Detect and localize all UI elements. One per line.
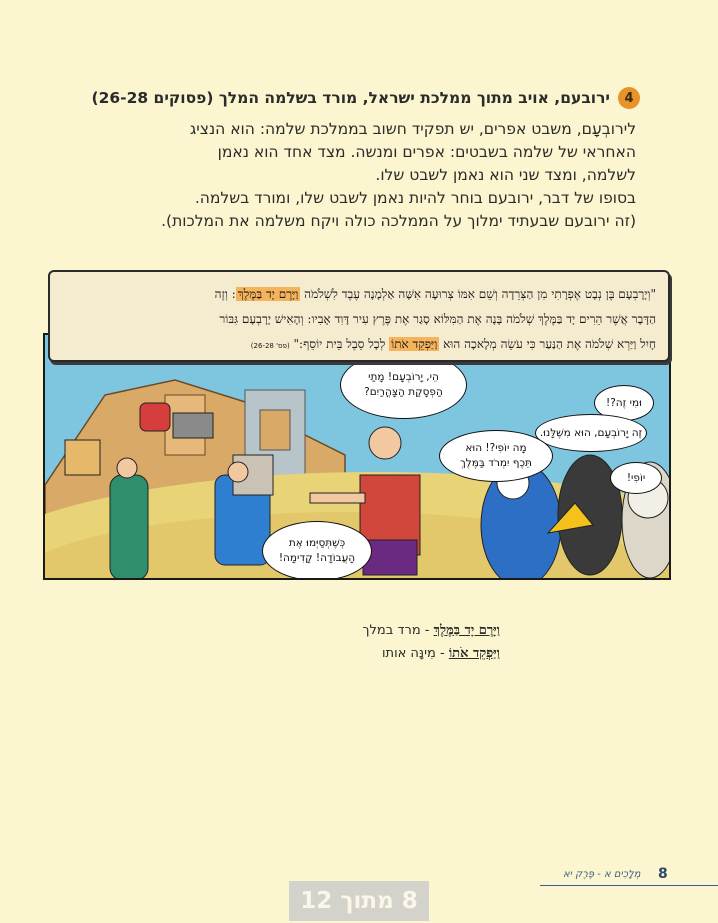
footer-book-title: מְלָכִים א - פֶּרֶק יא bbox=[563, 869, 641, 880]
speech-bubble-worker bbox=[262, 521, 372, 580]
glossary-item bbox=[363, 622, 500, 638]
verse-line bbox=[62, 332, 656, 359]
paragraph-line: בסופו של דבר, ירובעם בוחר להיות נאמן לשבט שלו, ומורד בשלמה. bbox=[194, 189, 636, 207]
glossary-definition: - מרד במלך bbox=[362, 623, 430, 638]
verse-text: "וְיָרָבְעָם בֶּן נְבָט אֶפְרָתִי מִן הַצְּרֵדָה וְשֵׁם אִמּוֹ צְרוּעָה אִשָּׁה אַלְמָנָה עֶבֶד לִשְׁלֹמֹה bbox=[304, 287, 656, 301]
verse-highlight: וַיָּרֶם יָד בַּמֶּלֶךְ bbox=[237, 287, 299, 301]
page-number: 8 bbox=[658, 866, 668, 882]
bubble-line: זֶה יָרוֹבְעָם, הוּא מִשֶּׁלָּנוּ. bbox=[539, 426, 643, 439]
glossary-term: וַיָּרֶם יָד בַּמֶּלֶךְ bbox=[433, 623, 500, 638]
paragraph-line: לירובְעָם, משבט אפרים, יש תפקיד חשוב בממלכת שלמה: הוא הנציג bbox=[189, 120, 636, 138]
speech-bubble-who: וּמִי זֶה?! bbox=[594, 385, 654, 421]
section-number-badge: 4 bbox=[618, 87, 640, 109]
page-indicator: 8 מתוך 12 bbox=[289, 881, 429, 921]
verse-source: (פס' 26-28) bbox=[250, 342, 290, 350]
bubble-line: מָה יוֹפִי?! הוּא bbox=[465, 442, 527, 454]
section-heading bbox=[80, 86, 640, 110]
verse-line bbox=[62, 282, 656, 307]
bubble-line: הָעֲבוֹדָה! קָדִימָה! bbox=[278, 552, 356, 564]
paragraph-line: האחראי של שלמה בשבטים: אפרים ומנשה. מצד אחד הוא נאמן bbox=[217, 143, 636, 161]
paragraph-line: (זה ירובעם שבעתיד ימלוך על הממלכה כולה ויקח משלמה את המלכות). bbox=[161, 212, 636, 230]
bubble-line: כְּשֶׁתְּסַיְּמוּ אֶת bbox=[288, 537, 346, 549]
footer-rule bbox=[540, 885, 718, 886]
speech-bubble-ours bbox=[535, 414, 647, 452]
glossary-term: וַיַּפְקֵד אֹתוֹ bbox=[448, 646, 500, 661]
paragraph-line: לשלמה, ומצד שני הוא נאמן לשבט שלו. bbox=[375, 166, 636, 184]
bubble-line: הַפְסָקַת הַצָּהֳרַיִם? bbox=[364, 386, 443, 398]
verse-line: הַדָּבָר אֲשֶׁר הֵרִים יָד בַּמֶּלֶךְ שְׁלֹמֹה בָּנָה אֶת הַמִּלּוֹא סָגַר אֶת פֶּרֶץ עִיר דָּוִד אָבִיו: וְהָאִישׁ יָרָבְעָם גִּבּוֹר bbox=[219, 312, 656, 326]
section-title: ירובעם, אויב מתוך ממלכת ישראל, מורד בשלמה המלך (פסוקים 26-28) bbox=[91, 89, 610, 107]
speech-bubble-rebel bbox=[439, 430, 553, 482]
verse-highlight: וַיַּפְקֵד אֹתוֹ bbox=[391, 337, 438, 351]
verse-text: : וְזֶה bbox=[214, 287, 236, 301]
glossary-definition: - מִינָּה אותו bbox=[381, 646, 445, 661]
verse-text: לְכָל סֵבֶל בֵּית יוֹסֵף:" bbox=[293, 337, 386, 351]
verse-text: חָיִל וַיַּרְא שְׁלֹמֹה אֶת הַנַּעַר כִּי עֹשֵׂה מְלָאכָה הוּא bbox=[443, 337, 656, 351]
glossary-item bbox=[382, 645, 500, 661]
bubble-line: הֵי, יָרוֹבְעָם! מָתַי bbox=[368, 371, 439, 383]
comic-panel bbox=[43, 333, 671, 580]
speech-bubble-nice: יוֹפִי! bbox=[610, 462, 662, 494]
verse-quote-box bbox=[48, 270, 670, 362]
bubble-line: תֵּכֶף יִמְרֹד בַּמֶּלֶךְ bbox=[460, 457, 532, 469]
